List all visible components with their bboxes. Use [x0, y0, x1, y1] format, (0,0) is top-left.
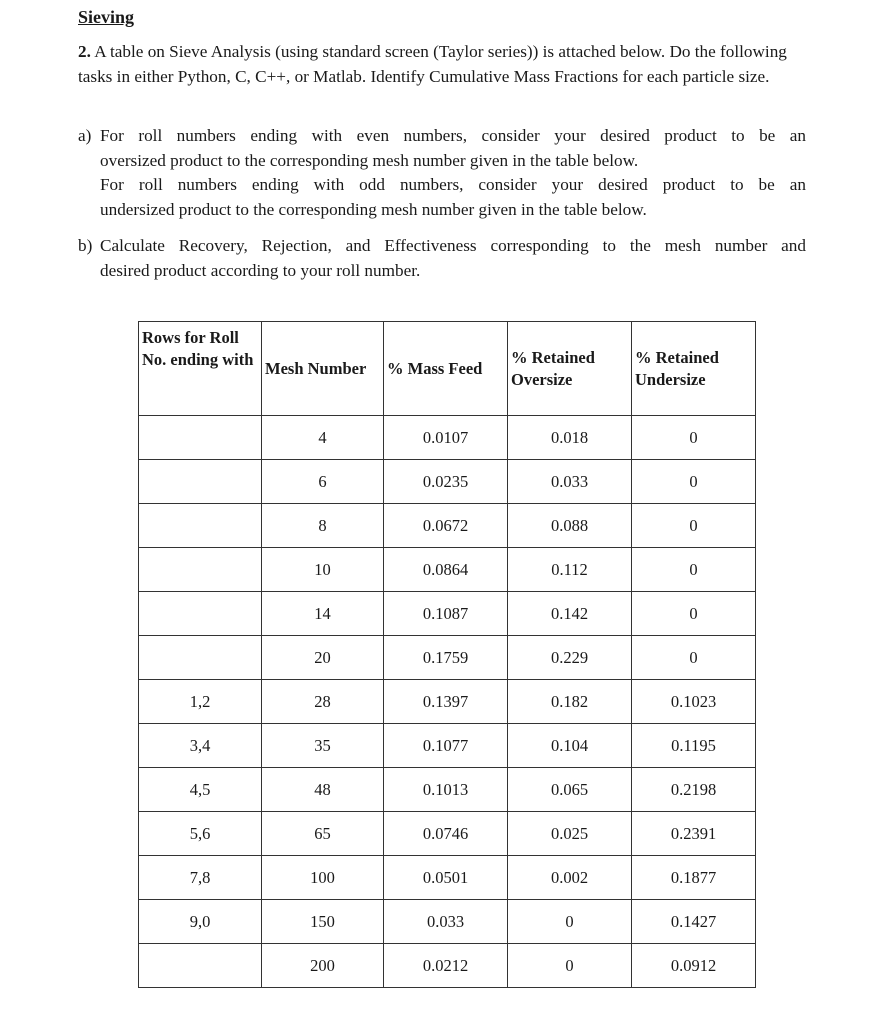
cell-retained-oversize: 0.142	[508, 592, 632, 636]
cell-retained-undersize: 0	[632, 504, 756, 548]
cell-retained-oversize: 0.229	[508, 636, 632, 680]
table-row	[139, 460, 756, 504]
task-b-line: desired product according to your roll number.	[100, 260, 421, 280]
section-title: Sieving	[78, 7, 135, 27]
cell-mesh: 48	[262, 768, 384, 812]
cell-retained-oversize: 0.112	[508, 548, 632, 592]
cell-retained-undersize: 0.2391	[632, 812, 756, 856]
cell-retained-oversize: 0.065	[508, 768, 632, 812]
cell-roll: 4,5	[139, 768, 262, 812]
cell-retained-undersize: 0.1427	[632, 900, 756, 944]
cell-mass-feed: 0.1013	[384, 768, 508, 812]
header-mass-feed: % Mass Feed	[384, 322, 508, 416]
cell-roll: 3,4	[139, 724, 262, 768]
cell-mesh: 4	[262, 416, 384, 460]
cell-mesh: 65	[262, 812, 384, 856]
cell-mass-feed: 0.1759	[384, 636, 508, 680]
cell-mass-feed: 0.0501	[384, 856, 508, 900]
cell-roll	[139, 944, 262, 988]
task-b	[78, 234, 806, 283]
task-a-line: For roll numbers ending with odd numbers, consider your desired product to be an	[100, 175, 806, 194]
cell-retained-undersize: 0	[632, 592, 756, 636]
table-row	[139, 504, 756, 548]
cell-roll	[139, 548, 262, 592]
question-2	[78, 40, 806, 89]
cell-roll: 7,8	[139, 856, 262, 900]
task-a-line: oversized product to the corresponding mesh number given in the table below.	[100, 150, 639, 170]
cell-mass-feed: 0.1397	[384, 680, 508, 724]
table-body	[139, 416, 756, 988]
cell-roll	[139, 460, 262, 504]
cell-mesh: 35	[262, 724, 384, 768]
cell-retained-oversize: 0.002	[508, 856, 632, 900]
cell-retained-oversize: 0.182	[508, 680, 632, 724]
task-b-label: b)	[78, 236, 93, 255]
cell-mesh: 28	[262, 680, 384, 724]
cell-retained-undersize: 0	[632, 460, 756, 504]
cell-roll: 5,6	[139, 812, 262, 856]
cell-mesh: 14	[262, 592, 384, 636]
table-row	[139, 812, 756, 856]
cell-roll	[139, 592, 262, 636]
cell-retained-undersize: 0	[632, 416, 756, 460]
cell-retained-oversize: 0.018	[508, 416, 632, 460]
header-mesh: Mesh Number	[262, 322, 384, 416]
cell-roll	[139, 636, 262, 680]
cell-retained-oversize: 0.104	[508, 724, 632, 768]
cell-retained-undersize: 0.2198	[632, 768, 756, 812]
cell-mesh: 20	[262, 636, 384, 680]
cell-mesh: 100	[262, 856, 384, 900]
cell-mass-feed: 0.0864	[384, 548, 508, 592]
cell-retained-oversize: 0	[508, 944, 632, 988]
task-a-line: For roll numbers ending with even numbers, consider your desired product to be an	[100, 126, 806, 145]
task-a-label: a)	[78, 126, 92, 145]
cell-retained-undersize: 0	[632, 636, 756, 680]
table-row	[139, 900, 756, 944]
cell-mass-feed: 0.0746	[384, 812, 508, 856]
question-text: A table on Sieve Analysis (using standard screen (Taylor series)) is attached below. Do the following tasks in either Python, C, C++, or Matlab. Identify Cumulative Mass Fractions for each particle size.	[78, 42, 787, 86]
cell-mass-feed: 0.0235	[384, 460, 508, 504]
task-b-line: Calculate Recovery, Rejection, and Effectiveness corresponding to the mesh number and	[100, 236, 806, 255]
cell-mesh: 8	[262, 504, 384, 548]
table-row	[139, 416, 756, 460]
cell-roll	[139, 504, 262, 548]
table-row	[139, 856, 756, 900]
cell-retained-oversize: 0.088	[508, 504, 632, 548]
cell-retained-undersize: 0.1023	[632, 680, 756, 724]
cell-roll: 9,0	[139, 900, 262, 944]
table-header-row	[139, 322, 756, 416]
cell-retained-oversize: 0	[508, 900, 632, 944]
cell-roll: 1,2	[139, 680, 262, 724]
cell-mass-feed: 0.033	[384, 900, 508, 944]
header-roll: Rows for Roll No. ending with	[139, 322, 262, 416]
table-row	[139, 724, 756, 768]
table-row	[139, 548, 756, 592]
question-number: 2.	[78, 42, 91, 61]
table-row	[139, 636, 756, 680]
cell-roll	[139, 416, 262, 460]
cell-mass-feed: 0.0107	[384, 416, 508, 460]
cell-mass-feed: 0.1087	[384, 592, 508, 636]
cell-mesh: 6	[262, 460, 384, 504]
task-a-line: undersized product to the corresponding mesh number given in the table below.	[100, 199, 647, 219]
cell-mesh: 150	[262, 900, 384, 944]
cell-mass-feed: 0.0672	[384, 504, 508, 548]
cell-mass-feed: 0.0212	[384, 944, 508, 988]
table-row	[139, 768, 756, 812]
cell-retained-undersize: 0.1877	[632, 856, 756, 900]
table-row	[139, 944, 756, 988]
cell-retained-undersize: 0.0912	[632, 944, 756, 988]
cell-retained-oversize: 0.033	[508, 460, 632, 504]
task-a	[78, 124, 806, 222]
table-row	[139, 592, 756, 636]
sieve-analysis-table	[138, 321, 756, 988]
cell-mesh: 200	[262, 944, 384, 988]
cell-mesh: 10	[262, 548, 384, 592]
cell-retained-undersize: 0	[632, 548, 756, 592]
cell-mass-feed: 0.1077	[384, 724, 508, 768]
table-row	[139, 680, 756, 724]
header-retained-oversize: % Retained Oversize	[508, 322, 632, 416]
header-retained-undersize: % Retained Undersize	[632, 322, 756, 416]
cell-retained-undersize: 0.1195	[632, 724, 756, 768]
cell-retained-oversize: 0.025	[508, 812, 632, 856]
